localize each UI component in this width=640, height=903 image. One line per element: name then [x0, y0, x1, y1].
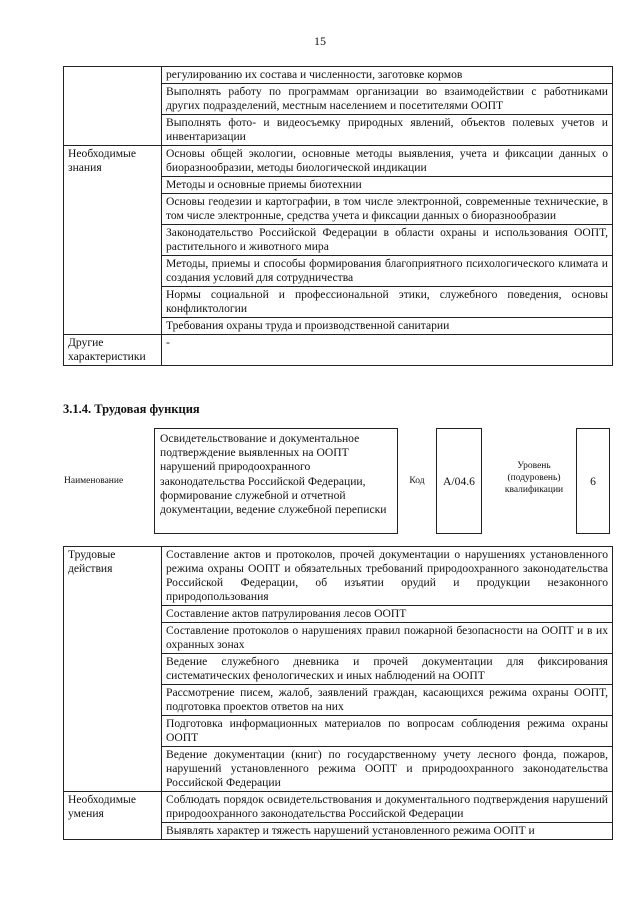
level-box: [576, 428, 610, 534]
row-text: Ведение документации (книг) по государственному учету лесного фонда, пожаров, нарушений установленного режима ООПТ и природоохранного законодательства Российской Федерации: [162, 747, 613, 792]
table-row: [64, 146, 613, 177]
code-label: Код: [409, 476, 425, 486]
row-label: Необходимые знания: [64, 146, 162, 335]
row-text: Рассмотрение писем, жалоб, заявлений граждан, касающихся режима охраны ООПТ, подготовка проектов ответов на них: [162, 685, 613, 716]
row-text: Основы общей экологии, основные методы выявления, учета и фиксации данных о биоразнообразии, методы биологической индикации: [162, 146, 613, 177]
row-text: регулированию их состава и численности, заготовке кормов: [162, 67, 613, 84]
level-label: Уровень (подуровень) квалификации: [504, 461, 564, 495]
row-text: -: [162, 335, 613, 366]
page-number: 15: [314, 34, 326, 48]
row-text: Составление протоколов о нарушениях правил пожарной безопасности на ООПТ и в их охранных зонах: [162, 623, 613, 654]
row-text: Соблюдать порядок освидетельствования и документального подтверждения нарушений природоохранного законодательства Российской Федерации: [162, 792, 613, 823]
table-row: [64, 67, 613, 84]
function-name-value: Освидетельствование и документальное подтверждение выявленных на ООПТ нарушений природоохранного законодательства Российской Федерации, формирование служебной и отчетной документации, ведение служебной переписки: [160, 432, 387, 517]
row-text: Требования охраны труда и производственной санитарии: [162, 318, 613, 335]
row-text: Выявлять характер и тяжесть нарушений установленного режима ООПТ и: [162, 823, 613, 840]
row-text: Ведение служебного дневника и прочей документации для фиксирования систематических фенологических и иных наблюдений на ООПТ: [162, 654, 613, 685]
row-text: Методы, приемы и способы формирования благоприятного психологического климата и создания условий для сотрудничества: [162, 256, 613, 287]
row-text: Законодательство Российской Федерации в области охраны и использования ООПТ, растительного и животного мира: [162, 225, 613, 256]
function-name-box: [154, 428, 398, 534]
row-text: Выполнять фото- и видеосъемку природных явлений, объектов полевых учетов и инвентаризации: [162, 115, 613, 146]
level-value: 6: [590, 475, 596, 488]
name-label: Наименование: [64, 476, 124, 486]
table-top: [63, 66, 613, 366]
row-label: Необходимые умения: [64, 792, 162, 840]
table-bottom: [63, 546, 613, 840]
code-box: [436, 428, 482, 534]
row-text: Составление актов и протоколов, прочей документации о нарушениях установленного режима охраны ООПТ и обязательных требований природоохранного законодательства Российской Федерации, об изъятии орудий и продукции незаконного природопользования: [162, 547, 613, 606]
row-text: Нормы социальной и профессиональной этики, служебного поведения, основы конфликтологии: [162, 287, 613, 318]
section-heading: 3.1.4. Трудовая функция: [63, 402, 200, 416]
row-label: Другие характеристики: [64, 335, 162, 366]
row-text: Методы и основные приемы биотехнии: [162, 177, 613, 194]
row-label: [64, 67, 162, 146]
table-row: [64, 335, 613, 366]
table-row: [64, 547, 613, 606]
row-text: Составление актов патрулирования лесов ООПТ: [162, 606, 613, 623]
code-value: A/04.6: [443, 475, 475, 488]
row-text: Подготовка информационных материалов по вопросам соблюдения режима охраны ООПТ: [162, 716, 613, 747]
row-label: Трудовые действия: [64, 547, 162, 792]
row-text: Основы геодезии и картографии, в том числе электронной, современные технические, в том числе электронные, средства учета и фиксации данных о биоразнообразии: [162, 194, 613, 225]
row-text: Выполнять работу по программам организации во взаимодействии с работниками других подразделений, местным населением и посетителями ООПТ: [162, 84, 613, 115]
table-row: [64, 792, 613, 823]
